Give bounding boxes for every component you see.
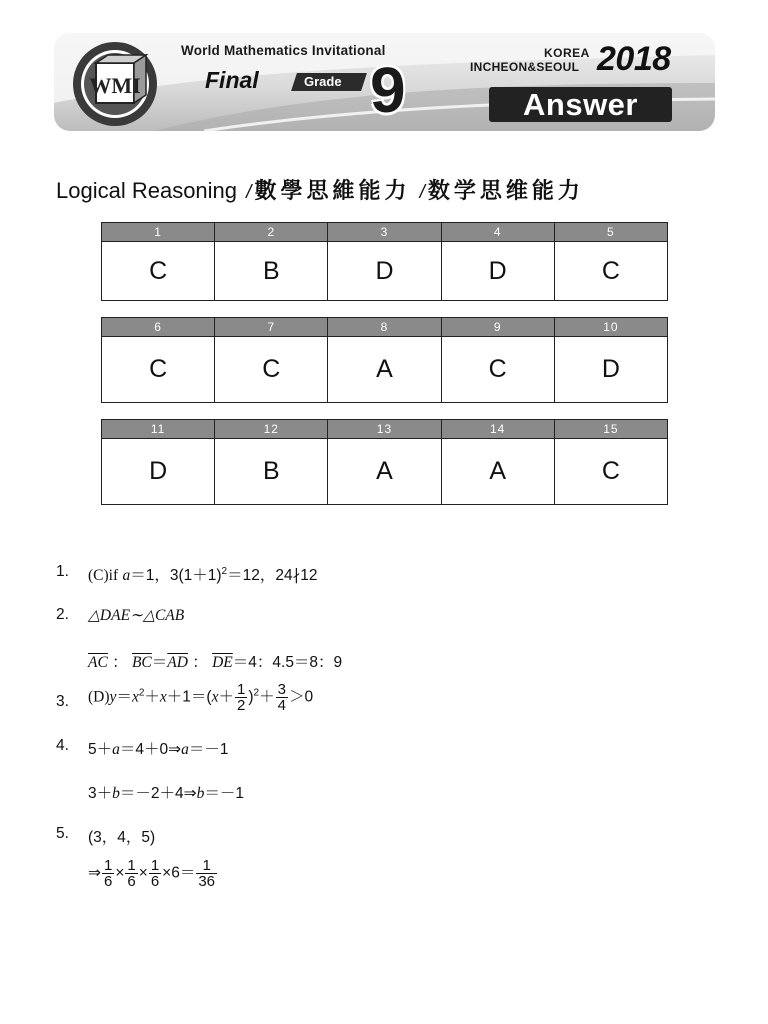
answer-cell: A [441,439,554,505]
answer-cell: C [102,242,215,301]
fraction-sixth [102,858,114,889]
solution-3-plus2: ＋ [259,688,275,706]
solution-4-a-pre: 5＋ [88,741,113,758]
segment-ac: $\overline{AC}$ [88,654,108,671]
section-title [56,174,584,205]
answer-cell: A [328,439,441,505]
question-number: 9 [441,318,554,337]
solution-3-close: ) [248,688,254,706]
solution-1-if: if [108,567,119,584]
solution-1-var: a [122,567,131,584]
grade-number: 9 [370,54,406,126]
solution-1-choice: (C) [88,567,109,584]
answer-table-1 [101,222,668,301]
equals: ＝ [151,654,168,671]
solution-3-plus1: ＋1＝( [166,688,212,706]
segment-bc: $\overline{BC}$ [131,654,152,671]
solution-3-number: 3. [56,693,69,710]
answer-cell: B [215,439,328,505]
solution-1-line [88,563,318,585]
solution-5-triple: (3，4，5) [88,829,156,846]
solution-3-plus: ＋ [218,688,234,706]
city-label: INCHEON&SEOUL [470,60,580,74]
answer-cell: A [328,337,441,403]
question-number: 2 [215,223,328,242]
answer-cell: C [441,337,554,403]
question-number: 15 [554,420,667,439]
colon: ： [112,654,128,671]
logo-letters: WMI [89,73,141,98]
solution-5-number: 5. [56,825,69,842]
question-number: 11 [102,420,215,439]
question-number: 13 [328,420,441,439]
fraction-numerator: 1 [237,681,246,698]
solution-4-b-var2: b [196,785,205,802]
fraction-numerator: 1 [150,857,160,874]
section-title-simplified: 数学思维能力 [427,179,584,204]
question-number: 12 [215,420,328,439]
solution-4-b-var: b [112,785,120,802]
times-sign: × [138,864,148,882]
solution-3-exp2: 2 [253,687,260,699]
fraction-denominator: 6 [104,873,113,890]
fraction-denominator: 6 [127,873,136,890]
solution-1-eq1: ＝1，3(1＋1) [130,567,222,584]
solution-3-gt: ＞0 [288,688,314,706]
answer-row [102,337,668,403]
question-number: 7 [215,318,328,337]
solution-5-line2 [88,858,218,889]
fraction-denominator: 4 [277,697,286,714]
solution-1-eq2: ＝12，24∤12 [227,567,318,584]
answer-cell: B [215,242,328,301]
question-number: 5 [554,223,667,242]
solution-4-a-var: a [112,741,120,758]
answer-cell: C [554,439,667,505]
year-label: 2018 [597,40,671,78]
question-number: 6 [102,318,215,337]
round-label: Final [205,67,259,93]
fraction-sixth [149,858,161,889]
fraction-denominator: 6 [150,873,160,890]
solution-1-exp: 2 [221,565,228,577]
question-number: 8 [328,318,441,337]
times-sign: × [115,864,125,882]
solution-3-line [88,682,313,713]
solution-3-x: x [211,688,219,706]
question-number-row [102,420,668,439]
answer-badge-text: Answer [523,87,638,122]
fraction-denominator: 36 [198,873,216,890]
solution-2-line1: △DAE∼△CAB [88,607,185,624]
answer-cell: D [554,337,667,403]
solution-2-number: 2. [56,606,69,623]
fraction-half [235,682,247,713]
answer-cell: C [102,337,215,403]
segment-ad: $\overline{AD}$ [167,654,188,671]
section-title-en: Logical Reasoning [56,178,238,203]
organization-name: World Mathematics Invitational [181,43,386,58]
fraction-denominator: 2 [237,697,246,714]
solution-4-a-res: ＝－1 [188,741,229,758]
segment-de: $\overline{DE}$ [212,654,233,671]
solution-4-b-res: ＝－1 [204,785,244,802]
solution-3-mid: ＋ [144,688,160,706]
answer-cell: C [215,337,328,403]
answer-cell: C [554,242,667,301]
answer-table-2 [101,317,668,403]
solution-3-x: x [159,688,167,706]
answer-cell: D [328,242,441,301]
answer-table-3 [101,419,668,505]
question-number: 10 [554,318,667,337]
title-separator: / [419,182,425,203]
solution-5-arrow: ⇒ [88,864,101,882]
question-number: 4 [441,223,554,242]
answer-cell: D [441,242,554,301]
wmi-logo [72,41,158,127]
solution-4-b-mid: ＝－2＋4⇒ [119,785,197,802]
grade-label: Grade [304,74,342,89]
solution-3-exp: 2 [138,687,145,699]
fraction-numerator: 1 [104,857,113,874]
fraction-numerator: 3 [277,681,286,698]
solution-3-y: y [109,688,117,706]
solution-5-six: ×6＝ [162,864,196,882]
question-number: 14 [441,420,554,439]
country-label: KOREA [544,46,590,60]
solution-4-line1 [88,737,228,759]
question-number: 3 [328,223,441,242]
title-separator: / [246,182,252,203]
fraction-sixth [125,858,137,889]
solution-4-b-pre: 3＋ [88,785,113,802]
fraction-numerator: 1 [196,858,217,874]
solution-4-line2 [88,781,244,803]
question-number-row [102,318,668,337]
solution-4-a-var2: a [181,741,189,758]
solution-3-choice: (D) [88,688,110,706]
solution-1-number: 1. [56,563,69,580]
solution-3-x: x [131,688,139,706]
solution-4-number: 4. [56,737,69,754]
question-number-row [102,223,668,242]
solution-2-ratio: ＝4：4.5＝8：9 [232,654,343,671]
colon: ： [192,654,208,671]
answer-row [102,242,668,301]
fraction-numerator: 1 [127,857,136,874]
question-number: 1 [102,223,215,242]
solution-4-a-mid: ＝4＋0⇒ [119,741,182,758]
fraction-three-quarters [276,682,288,713]
solution-2-line2 [88,650,342,672]
fraction-result [196,858,217,889]
solution-3-eq: ＝ [116,688,132,706]
answer-cell: D [102,439,215,505]
answer-row [102,439,668,505]
section-title-traditional: 數學思維能力 [254,179,411,204]
